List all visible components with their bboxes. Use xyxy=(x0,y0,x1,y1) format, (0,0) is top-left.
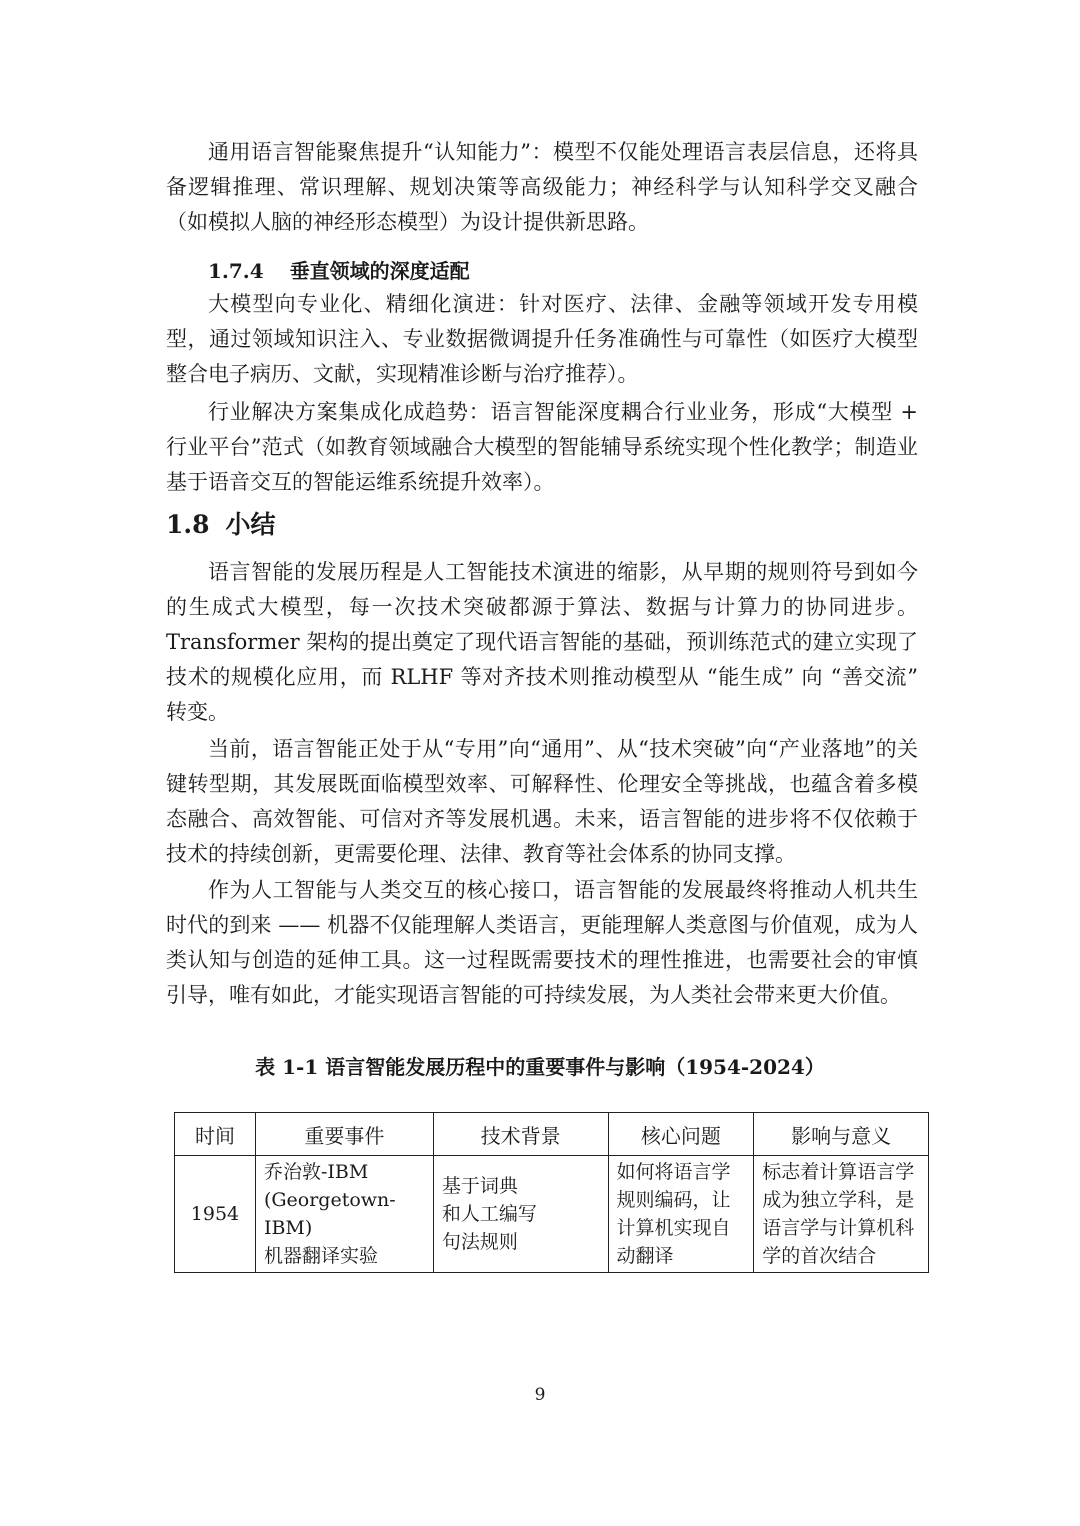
event-line: (Georgetown-IBM) xyxy=(263,1189,396,1239)
header-event: 重要事件 xyxy=(255,1113,433,1156)
section-heading-1-7-4 xyxy=(208,256,470,286)
background-line: 和人工编写 xyxy=(441,1203,537,1225)
cell-event xyxy=(255,1156,433,1273)
background-line: 句法规则 xyxy=(441,1231,518,1253)
paragraph-industry-solutions: 行业解决方案集成化成趋势：语言智能深度耦合行业业务，形成“大模型 + 行业平台”范式（如教育领域融合大模型的智能辅导系统实现个性化教学；制造业基于语音交互的智能运维系统提升效率）。 xyxy=(166,400,918,494)
header-time: 时间 xyxy=(175,1113,256,1156)
section-title: 小结 xyxy=(225,510,276,539)
cell-year: 1954 xyxy=(175,1156,256,1273)
background-line: 基于词典 xyxy=(441,1175,518,1197)
table-header-row xyxy=(175,1113,929,1156)
section-number: 1.8 xyxy=(166,510,210,539)
header-impact: 影响与意义 xyxy=(754,1113,929,1156)
paragraph-general-intelligence: 通用语言智能聚焦提升“认知能力”：模型不仅能处理语言表层信息，还将具备逻辑推理、常识理解、规划决策等高级能力；神经科学与认知科学交叉融合（如模拟人脑的神经形态模型）为设计提供新思路。 xyxy=(166,140,918,234)
cell-background xyxy=(433,1156,608,1273)
event-line: 乔治敦-IBM xyxy=(263,1161,369,1183)
header-background: 技术背景 xyxy=(433,1113,608,1156)
cell-core-issue: 如何将语言学规则编码，让计算机实现自动翻译 xyxy=(608,1156,754,1273)
section-number: 1.7.4 xyxy=(208,259,264,283)
table-caption: 表 1-1 语言智能发展历程中的重要事件与影响（1954-2024） xyxy=(255,1055,825,1079)
table-row xyxy=(175,1156,929,1273)
paragraph-summary-future: 作为人工智能与人类交互的核心接口，语言智能的发展最终将推动人机共生时代的到来 —— 机器不仅能理解人类语言，更能理解人类意图与价值观，成为人类认知与创造的延伸工具。这一过程既需要技术的理性推进，也需要社会的审慎引导，唯有如此，才能实现语言智能的可持续发展，为人类社会带来更大价值。 xyxy=(166,878,918,1007)
section-title: 垂直领域的深度适配 xyxy=(289,259,470,283)
event-line: 机器翻译实验 xyxy=(263,1245,378,1267)
page-number: 9 xyxy=(534,1385,546,1405)
events-table xyxy=(174,1112,929,1273)
paragraph-summary-current: 当前，语言智能正处于从“专用”向“通用”、从“技术突破”向“产业落地”的关键转型期，其发展既面临模型效率、可解释性、伦理安全等挑战，也蕴含着多模态融合、高效智能、可信对齐等发展机遇。未来，语言智能的进步将不仅依赖于技术的持续创新，更需要伦理、法律、教育等社会体系的协同支撑。 xyxy=(166,737,918,866)
paragraph-vertical-specialization: 大模型向专业化、精细化演进：针对医疗、法律、金融等领域开发专用模型，通过领域知识注入、专业数据微调提升任务准确性与可靠性（如医疗大模型整合电子病历、文献，实现精准诊断与治疗推荐）。 xyxy=(166,292,918,386)
cell-impact: 标志着计算语言学成为独立学科，是语言学与计算机科学的首次结合 xyxy=(754,1156,929,1273)
paragraph-summary-history: 语言智能的发展历程是人工智能技术演进的缩影，从早期的规则符号到如今的生成式大模型，每一次技术突破都源于算法、数据与计算力的协同进步。Transformer 架构的提出奠定了现代语言智能的基础，预训练范式的建立实现了技术的规模化应用，而 RLHF 等对齐技术则推动模型从 “能生成” 向 “善交流” 转变。 xyxy=(166,560,918,724)
header-core-issue: 核心问题 xyxy=(608,1113,754,1156)
section-heading-1-8 xyxy=(166,507,276,543)
